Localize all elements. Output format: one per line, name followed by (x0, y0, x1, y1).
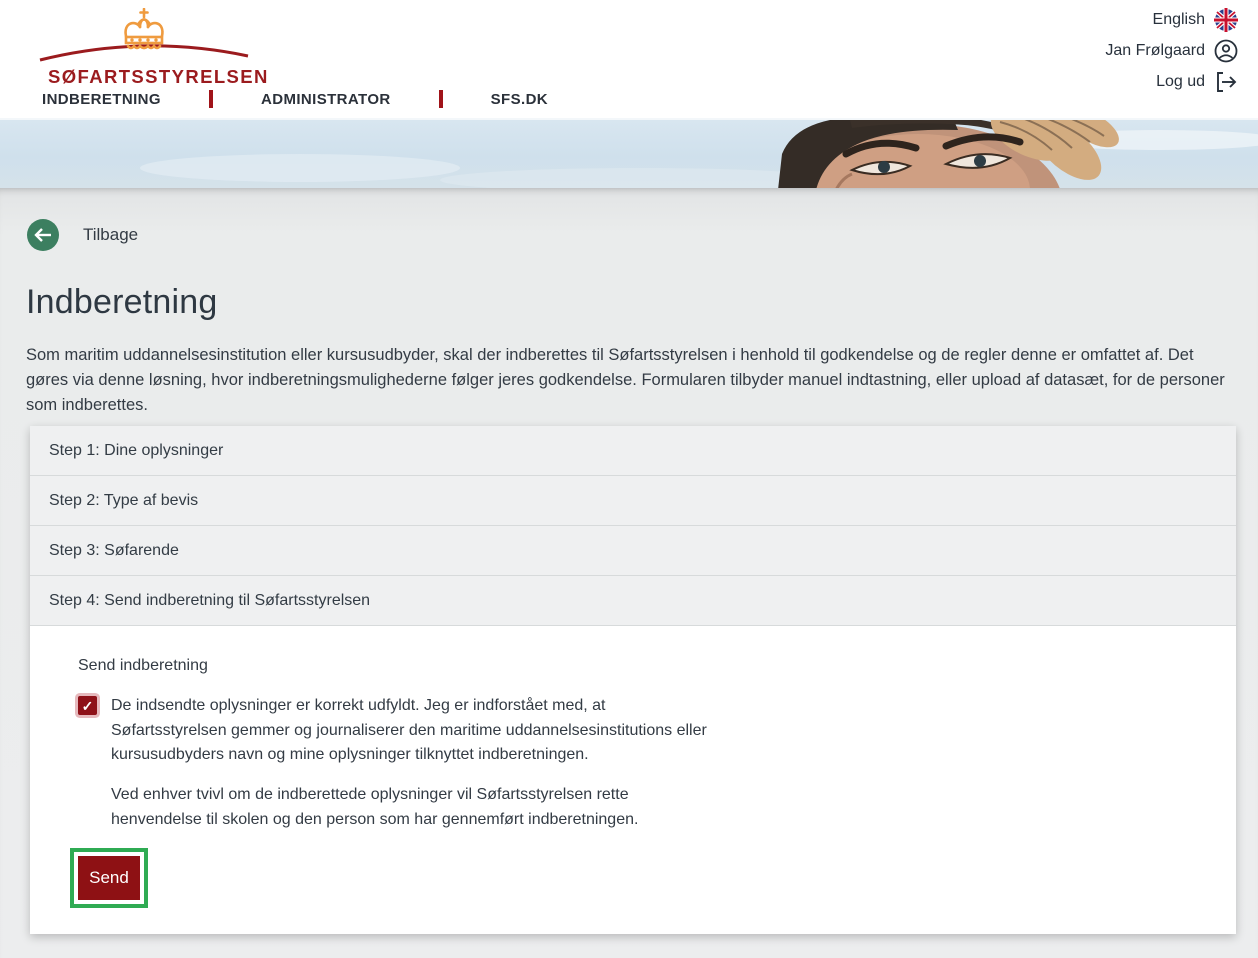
accordion-step-4[interactable]: Step 4: Send indberetning til Søfartsstyrelsen (30, 576, 1236, 626)
nav-item-indberetning[interactable]: INDBERETNING (42, 90, 161, 108)
annotation-highlight-box (70, 848, 148, 908)
user-menu (1105, 8, 1238, 94)
nav-item-administrator[interactable]: ADMINISTRATOR (260, 90, 391, 108)
nav-item-sfsdk[interactable]: SFS.DK (490, 90, 549, 108)
logout-icon (1214, 70, 1238, 94)
uk-flag-icon (1214, 8, 1238, 32)
hero-photo-woman (0, 120, 1258, 188)
disclaimer-text: Ved enhver tvivl om de indberettede oplysninger vil Søfartsstyrelsen rette henvendelse til skolen og den person som har gennemført indberetningen. (111, 786, 639, 828)
checkmark-icon: ✓ (81, 697, 94, 714)
back-label: Tilbage (83, 225, 139, 244)
logout-label: Log ud (1156, 73, 1205, 90)
page-intro: Som maritim uddannelsesinstitution eller kursusudbyder, skal der indberettes til Søfartsstyrelsen i henhold til godkendelse og de regler denne er omfattet af. Det gøres via denne løsning, hvor indberetningsmulighederne følger jeres godkendelse. Formularen tilbyder manuel indtastning, eller upload af datasæt, for de personer som indberettes. (26, 346, 1225, 414)
accordion-step-3[interactable]: Step 3: Søfarende (30, 526, 1236, 576)
report-wizard-panel (30, 426, 1236, 934)
page-body (0, 188, 1258, 958)
step4-content (30, 626, 1236, 934)
hero-image (0, 118, 1258, 188)
confirmation-row (78, 694, 715, 768)
language-label: English (1152, 11, 1205, 28)
crown-icon (118, 8, 170, 56)
user-icon (1214, 39, 1238, 63)
site-header (0, 0, 1258, 118)
back-arrow-icon (34, 228, 52, 242)
send-button[interactable]: Send (78, 856, 140, 900)
main-nav (42, 90, 548, 108)
language-switch[interactable] (1105, 8, 1238, 32)
send-section-label: Send indberetning (78, 657, 208, 674)
nav-divider (439, 90, 443, 108)
page-title: Indberetning (26, 283, 218, 321)
logout-button[interactable] (1105, 70, 1238, 94)
back-circle (27, 219, 59, 251)
back-button[interactable] (27, 219, 138, 251)
confirmation-text: De indsendte oplysninger er korrekt udfyldt. Jeg er indforstået med, at Søfartsstyrelsen gemmer og journaliserer den maritime uddannelsesinstitutions eller kursusudbyders navn og mine oplysninger tilknyttet indberetningen. (111, 697, 707, 763)
nav-divider (209, 90, 213, 108)
accordion-step-1[interactable]: Step 1: Dine oplysninger (30, 426, 1236, 476)
logo-text: SØFARTSSTYRELSEN (48, 66, 269, 87)
current-user[interactable] (1105, 39, 1238, 63)
logo[interactable] (38, 6, 269, 88)
accordion-step-2[interactable]: Step 2: Type af bevis (30, 476, 1236, 526)
user-name-label: Jan Frølgaard (1105, 42, 1205, 59)
confirmation-checkbox[interactable] (78, 696, 97, 715)
